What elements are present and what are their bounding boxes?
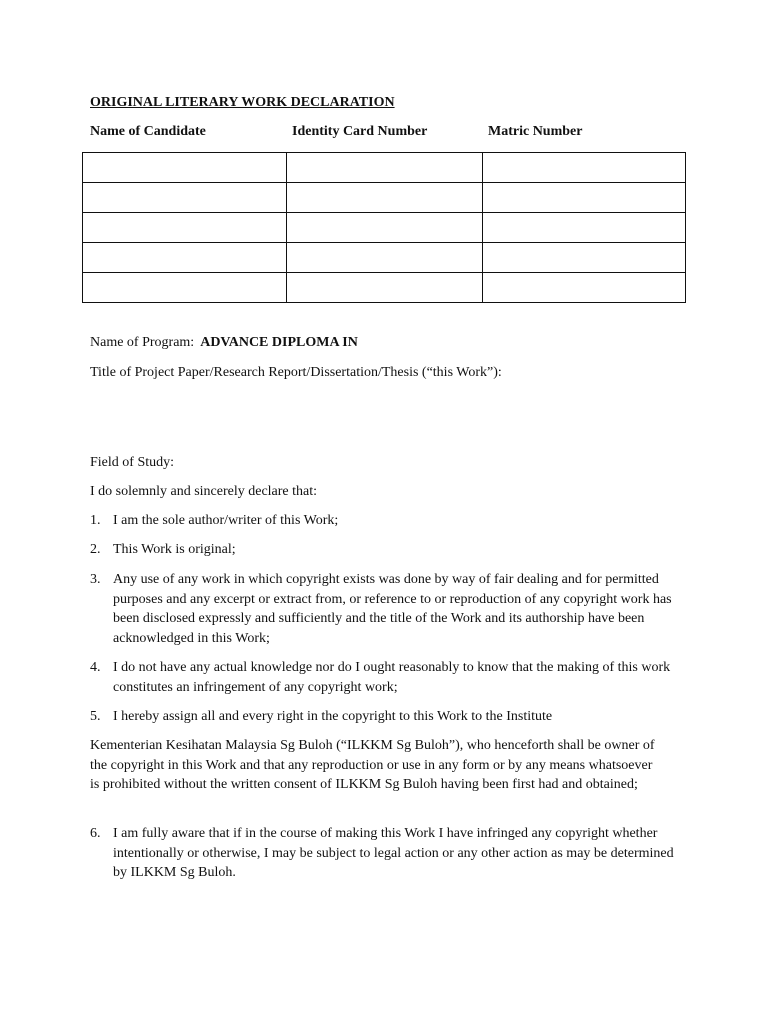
table-row xyxy=(83,243,686,273)
candidate-table xyxy=(82,152,686,303)
item-text: Any use of any work in which copyright exists was done by way of fair dealing and for permitted purposes and any excerpt or extract from, or reference to or reproduction of any copyright work has been disclosed expressly and sufficiently and the title of the Work and its authorship have been acknowledged in this Work; xyxy=(113,572,672,646)
item-text: I am the sole author/writer of this Work; xyxy=(113,513,339,528)
program-line xyxy=(90,333,358,353)
document-title: ORIGINAL LITERARY WORK DECLARATION xyxy=(90,95,395,110)
work-title-label: Title of Project Paper/Research Report/Dissertation/Thesis (“this Work”): xyxy=(90,365,502,380)
item-number: 2. xyxy=(90,542,101,557)
declaration-item xyxy=(90,540,690,560)
ic-number-cell[interactable] xyxy=(287,213,483,243)
declaration-item xyxy=(90,658,690,697)
matric-number-cell[interactable] xyxy=(483,243,686,273)
table-row xyxy=(83,213,686,243)
table-row xyxy=(83,273,686,303)
item-text: I hereby assign all and every right in the copyright to this Work to the Institute xyxy=(113,709,553,724)
ic-number-cell[interactable] xyxy=(287,273,483,303)
item-text: I do not have any actual knowledge nor do I ought reasonably to know that the making of this work constitutes an infringement of any copyright work; xyxy=(113,660,671,695)
item-text: This Work is original; xyxy=(113,542,236,557)
column-header-matric-number: Matric Number xyxy=(488,124,583,139)
item-number: 4. xyxy=(90,660,101,675)
ic-number-cell[interactable] xyxy=(287,153,483,183)
column-header-ic-number: Identity Card Number xyxy=(292,124,428,139)
field-of-study-label: Field of Study: xyxy=(90,455,175,470)
declaration-item xyxy=(90,707,690,727)
table-row xyxy=(83,153,686,183)
matric-number-cell[interactable] xyxy=(483,153,686,183)
candidate-name-cell[interactable] xyxy=(83,273,287,303)
declaration-item xyxy=(90,824,690,883)
item-text: I am fully aware that if in the course of making this Work I have infringed any copyright whether intentionally or otherwise, I may be subject to legal action or any other action as may be determined by ILKKM Sg Buloh. xyxy=(113,826,674,880)
column-header-candidate-name: Name of Candidate xyxy=(90,124,206,139)
candidate-name-cell[interactable] xyxy=(83,243,287,273)
program-label: Name of Program: xyxy=(90,335,195,350)
candidate-name-cell[interactable] xyxy=(83,153,287,183)
matric-number-cell[interactable] xyxy=(483,183,686,213)
item-number: 5. xyxy=(90,709,101,724)
program-value: ADVANCE DIPLOMA IN xyxy=(200,335,358,350)
declaration-item xyxy=(90,570,690,648)
ic-number-cell[interactable] xyxy=(287,243,483,273)
candidate-name-cell[interactable] xyxy=(83,213,287,243)
declaration-intro: I do solemnly and sincerely declare that: xyxy=(90,484,318,499)
matric-number-cell[interactable] xyxy=(483,273,686,303)
item-number: 3. xyxy=(90,572,101,587)
matric-number-cell[interactable] xyxy=(483,213,686,243)
table-row xyxy=(83,183,686,213)
ic-number-cell[interactable] xyxy=(287,183,483,213)
assignment-continuation: Kementerian Kesihatan Malaysia Sg Buloh (“ILKKM Sg Buloh”), who henceforth shall be owner of the copyright in this Work and that any reproduction or use in any form or by any means whatsoever is prohibited without the written consent of ILKKM Sg Buloh having been first had and obtained; xyxy=(90,738,655,792)
candidate-name-cell[interactable] xyxy=(83,183,287,213)
item-number: 1. xyxy=(90,513,101,528)
item-number: 6. xyxy=(90,826,101,841)
declaration-item xyxy=(90,511,690,531)
